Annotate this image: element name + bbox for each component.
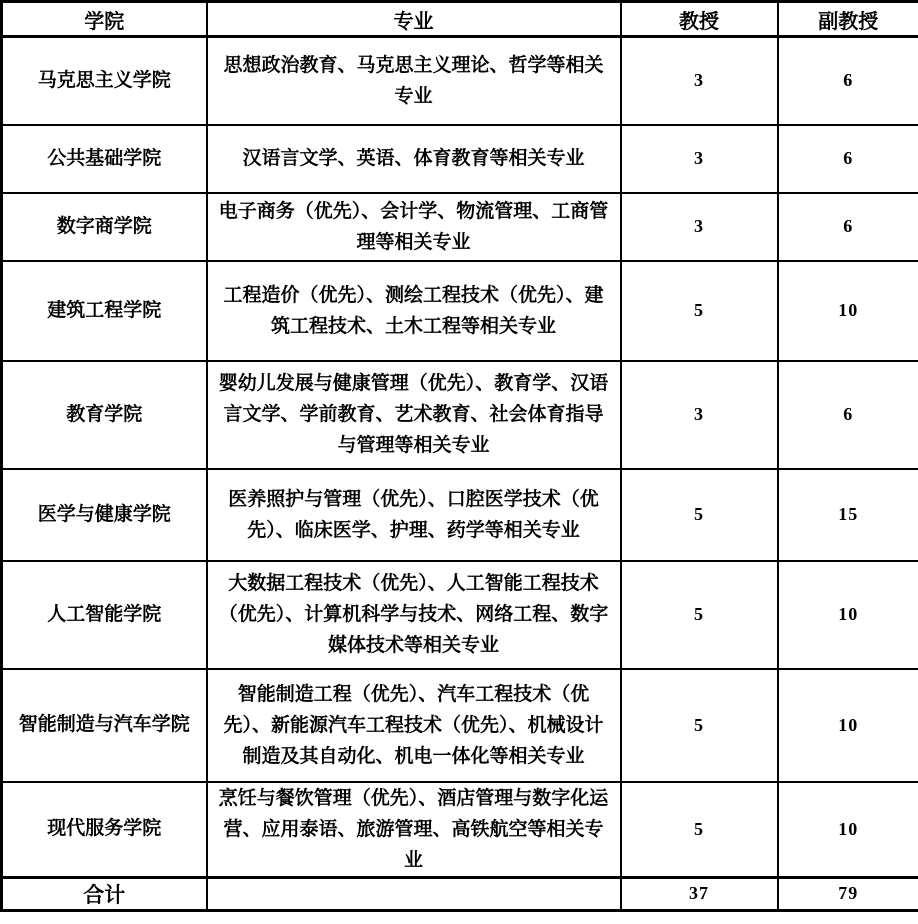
header-college: 学院 bbox=[2, 2, 207, 37]
header-associate-professor: 副教授 bbox=[778, 2, 918, 37]
college-name-cell: 公共基础学院 bbox=[2, 125, 207, 193]
associate-professor-count-cell: 6 bbox=[778, 37, 918, 125]
total-associate-professor-count: 79 bbox=[778, 877, 918, 910]
professor-count-cell: 3 bbox=[621, 361, 778, 469]
associate-professor-count-cell: 10 bbox=[778, 669, 918, 782]
professor-count-cell: 3 bbox=[621, 193, 778, 261]
header-professor: 教授 bbox=[621, 2, 778, 37]
associate-professor-count-cell: 6 bbox=[778, 125, 918, 193]
total-professor-count: 37 bbox=[621, 877, 778, 910]
table-row bbox=[2, 561, 918, 669]
majors-cell: 智能制造工程（优先）、汽车工程技术（优先）、新能源汽车工程技术（优先）、机械设计制造及其自动化、机电一体化等相关专业 bbox=[207, 669, 621, 782]
table-total-row bbox=[2, 877, 918, 910]
majors-cell: 大数据工程技术（优先）、人工智能工程技术（优先）、计算机科学与技术、网络工程、数字媒体技术等相关专业 bbox=[207, 561, 621, 669]
majors-cell: 烹饪与餐饮管理（优先）、酒店管理与数字化运营、应用泰语、旅游管理、高铁航空等相关专业 bbox=[207, 782, 621, 878]
majors-cell: 婴幼儿发展与健康管理（优先）、教育学、汉语言文学、学前教育、艺术教育、社会体育指导与管理等相关专业 bbox=[207, 361, 621, 469]
total-majors-cell-empty bbox=[207, 877, 621, 910]
total-label: 合计 bbox=[2, 877, 207, 910]
associate-professor-count-cell: 6 bbox=[778, 193, 918, 261]
majors-cell: 思想政治教育、马克思主义理论、哲学等相关专业 bbox=[207, 37, 621, 125]
table-header-row bbox=[2, 2, 918, 37]
table-row bbox=[2, 125, 918, 193]
college-name-cell: 建筑工程学院 bbox=[2, 261, 207, 361]
professor-count-cell: 5 bbox=[621, 561, 778, 669]
college-name-cell: 医学与健康学院 bbox=[2, 469, 207, 561]
table-row bbox=[2, 669, 918, 782]
table-row bbox=[2, 782, 918, 878]
header-majors: 专业 bbox=[207, 2, 621, 37]
college-name-cell: 人工智能学院 bbox=[2, 561, 207, 669]
associate-professor-count-cell: 10 bbox=[778, 261, 918, 361]
college-name-cell: 智能制造与汽车学院 bbox=[2, 669, 207, 782]
college-name-cell: 数字商学院 bbox=[2, 193, 207, 261]
table-row bbox=[2, 469, 918, 561]
professor-count-cell: 5 bbox=[621, 261, 778, 361]
table-body bbox=[2, 37, 918, 878]
associate-professor-count-cell: 10 bbox=[778, 782, 918, 878]
majors-cell: 电子商务（优先）、会计学、物流管理、工商管理等相关专业 bbox=[207, 193, 621, 261]
college-name-cell: 马克思主义学院 bbox=[2, 37, 207, 125]
table-row bbox=[2, 37, 918, 125]
professor-count-cell: 3 bbox=[621, 125, 778, 193]
associate-professor-count-cell: 6 bbox=[778, 361, 918, 469]
table-row bbox=[2, 261, 918, 361]
college-name-cell: 教育学院 bbox=[2, 361, 207, 469]
college-name-cell: 现代服务学院 bbox=[2, 782, 207, 878]
professor-count-cell: 5 bbox=[621, 669, 778, 782]
professor-count-cell: 5 bbox=[621, 469, 778, 561]
majors-cell: 医养照护与管理（优先）、口腔医学技术（优先）、临床医学、护理、药学等相关专业 bbox=[207, 469, 621, 561]
associate-professor-count-cell: 15 bbox=[778, 469, 918, 561]
table-row bbox=[2, 361, 918, 469]
associate-professor-count-cell: 10 bbox=[778, 561, 918, 669]
professor-count-cell: 5 bbox=[621, 782, 778, 878]
table-row bbox=[2, 193, 918, 261]
majors-cell: 工程造价（优先）、测绘工程技术（优先）、建筑工程技术、土木工程等相关专业 bbox=[207, 261, 621, 361]
majors-cell: 汉语言文学、英语、体育教育等相关专业 bbox=[207, 125, 621, 193]
professor-count-cell: 3 bbox=[621, 37, 778, 125]
